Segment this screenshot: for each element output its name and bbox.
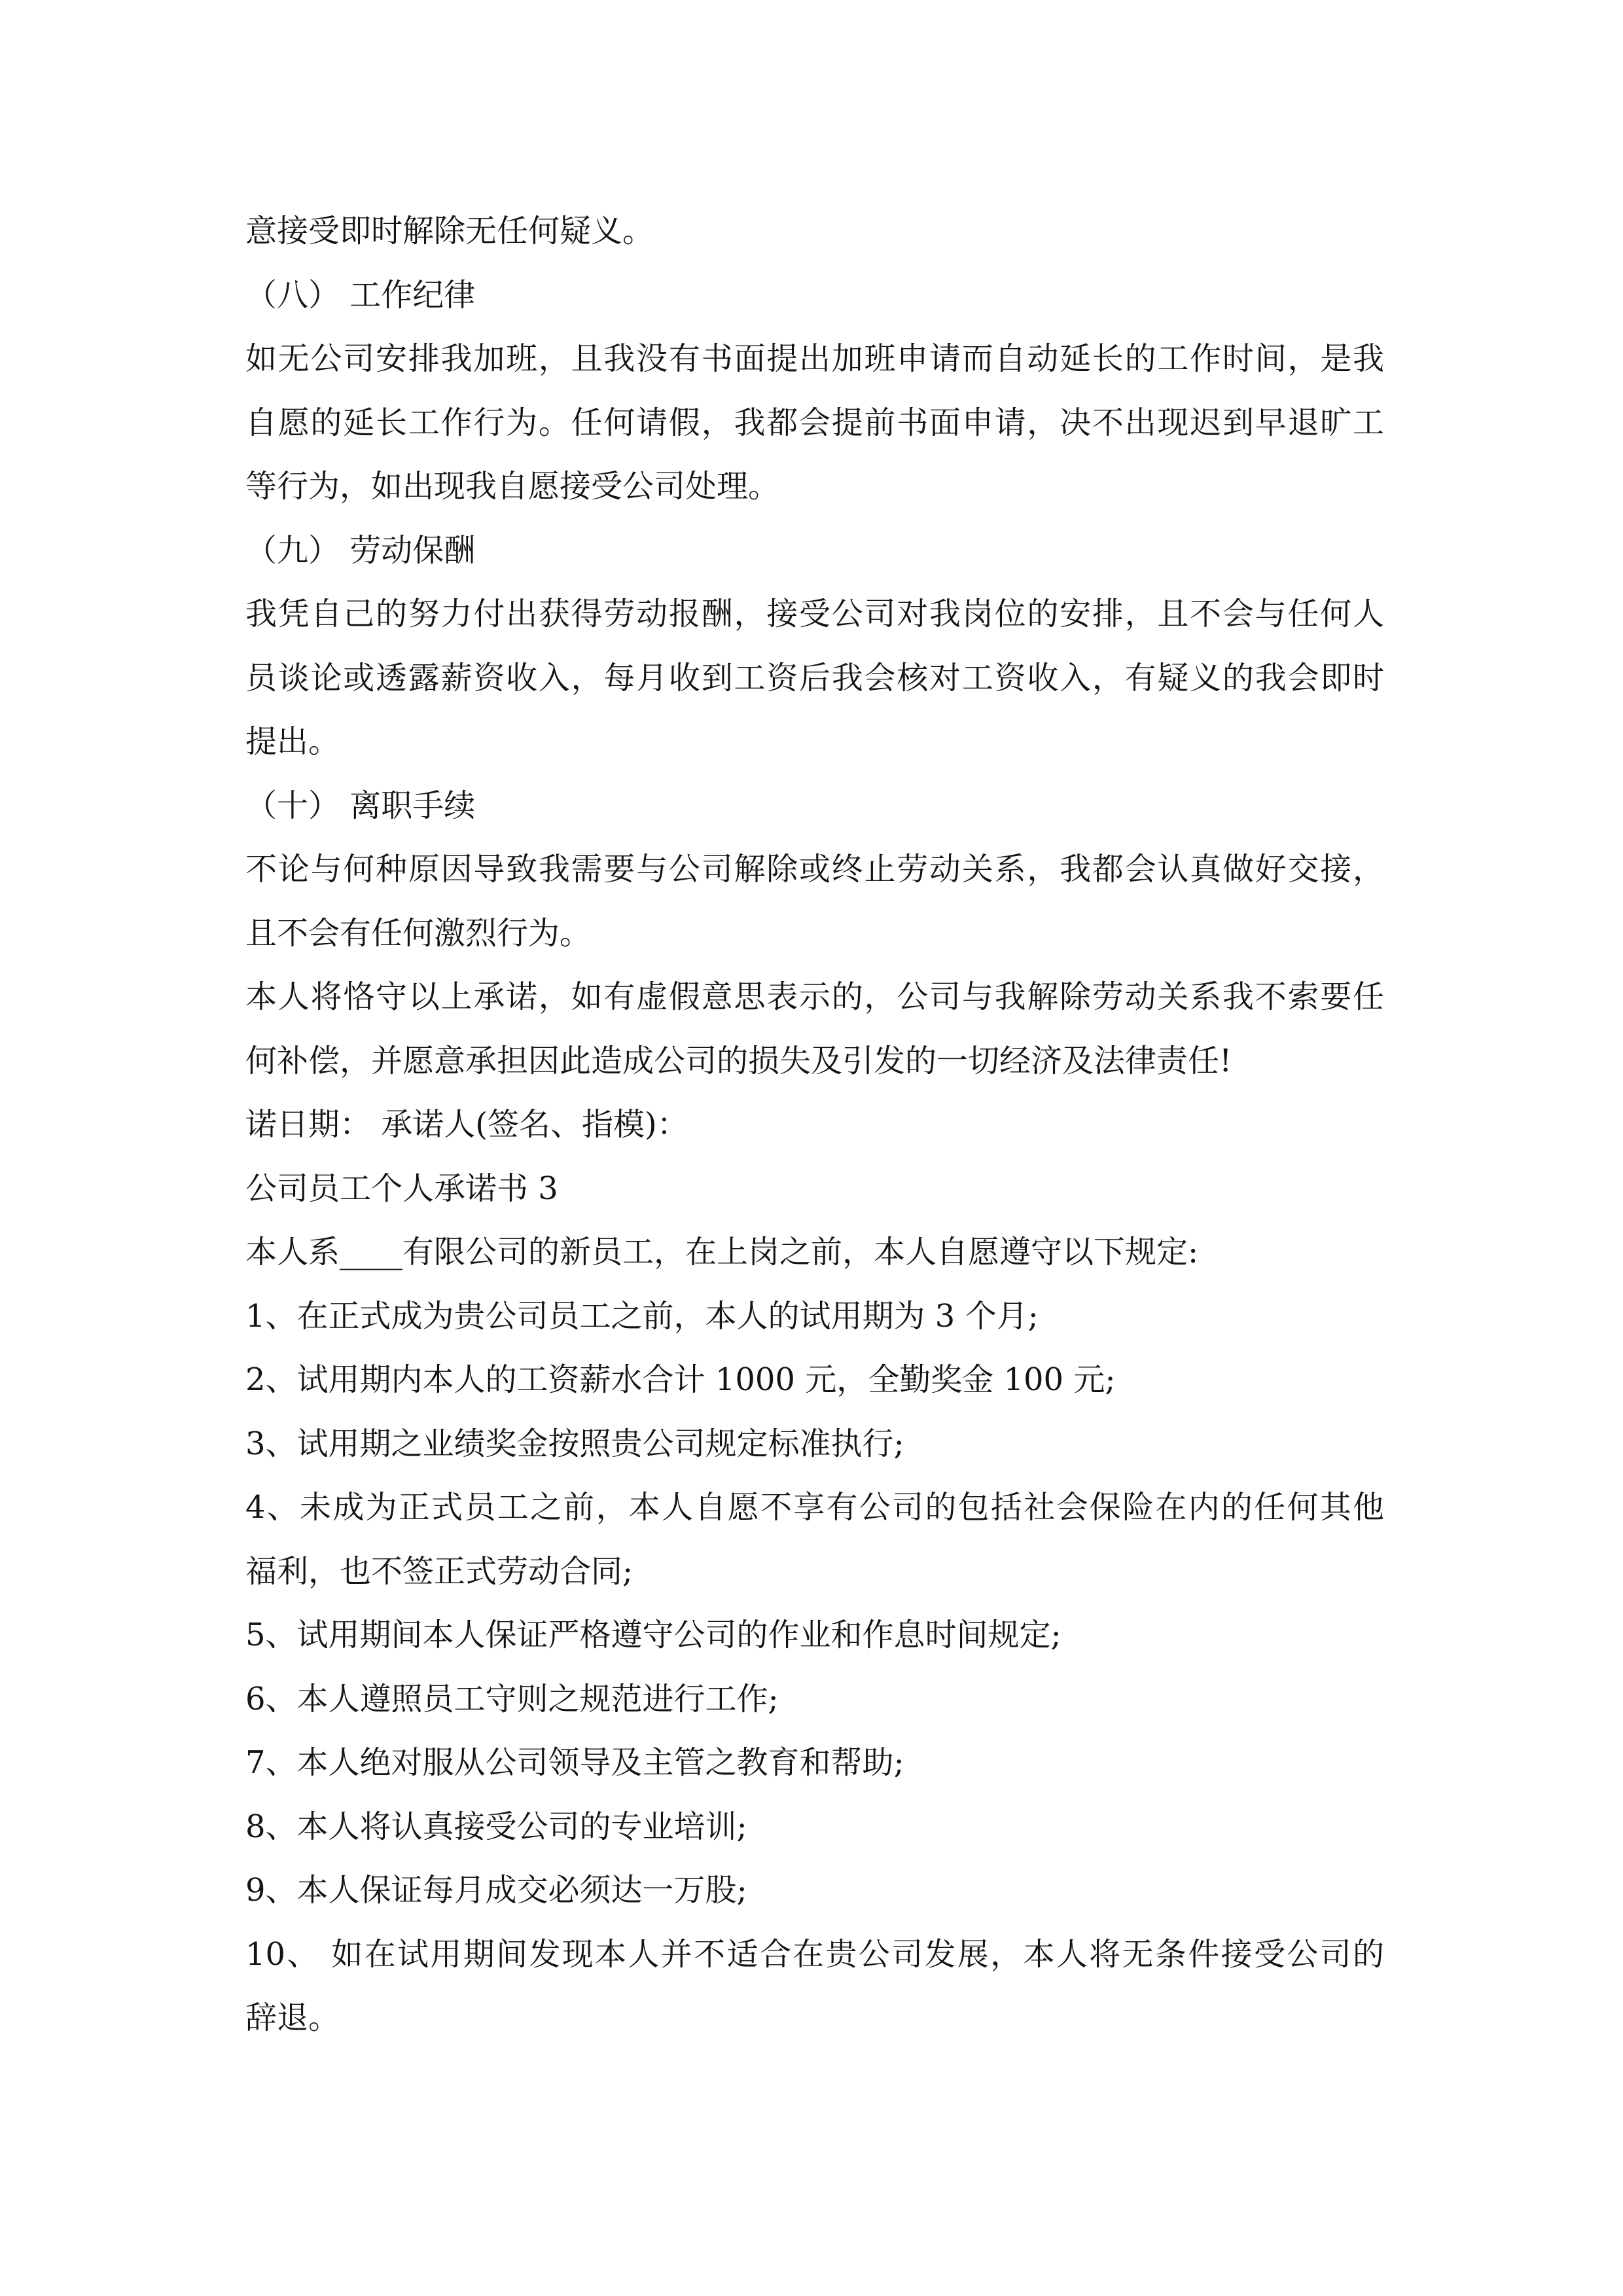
document-body (245, 200, 1384, 2051)
list-item: 4、未成为正式员工之前，本人自愿不享有公司的包括社会保险在内的任何其他 (245, 1489, 1384, 1526)
text-line: 自愿的延长工作行为。任何请假，我都会提前书面申请，决不出现迟到早退旷工 (245, 404, 1384, 441)
list-item-continued: 福利，也不签正式劳动合同; (245, 1552, 633, 1590)
list-item: 7、本人绝对服从公司领导及主管之教育和帮助; (245, 1744, 904, 1781)
section-heading-8: （八） 工作纪律 (245, 276, 476, 314)
list-item: 5、试用期间本人保证严格遵守公司的作业和作息时间规定; (245, 1617, 1061, 1653)
list-item: 10、 如在试用期间发现本人并不适合在贵公司发展，本人将无条件接受公司的 (245, 1935, 1384, 1973)
signature-line: 诺日期： 承诺人(签名、指模)： (245, 1106, 688, 1143)
section-heading-9: （九） 劳动保酬 (245, 531, 476, 569)
list-item: 6、本人遵照员工守则之规范进行工作; (245, 1680, 779, 1717)
list-item-continued: 辞退。 (245, 2000, 340, 2036)
text-line: 员谈论或透露薪资收入，每月收到工资后我会核对工资收入，有疑义的我会即时 (245, 659, 1384, 696)
text-line: 本人系____有限公司的新员工，在上岗之前，本人自愿遵守以下规定: (245, 1234, 1199, 1270)
text-line: 如无公司安排我加班，且我没有书面提出加班申请而自动延长的工作时间，是我 (245, 340, 1384, 377)
list-item: 1、在正式成为贵公司员工之前，本人的试用期为 3 个月; (245, 1297, 1039, 1335)
text-line: 且不会有任何激烈行为。 (245, 914, 592, 952)
text-line: 等行为，如出现我自愿接受公司处理。 (245, 468, 780, 505)
text-line: 何补偿，并愿意承担因此造成公司的损失及引发的一切经济及法律责任! (245, 1042, 1232, 1079)
section-heading-10: （十） 离职手续 (245, 787, 476, 824)
list-item: 3、试用期之业绩奖金按照贵公司规定标准执行; (245, 1425, 904, 1462)
text-line: 提出。 (245, 723, 340, 760)
text-line: 本人将恪守以上承诺，如有虚假意思表示的，公司与我解除劳动关系我不索要任 (245, 978, 1384, 1015)
list-item: 9、本人保证每月成交必须达一万股; (245, 1872, 747, 1909)
text-line: 不论与何种原因导致我需要与公司解除或终止劳动关系，我都会认真做好交接， (245, 851, 1384, 888)
text-line: 意接受即时解除无任何疑义。 (245, 213, 654, 249)
list-item: 8、本人将认真接受公司的专业培训; (245, 1808, 747, 1845)
document-title-3: 公司员工个人承诺书 3 (245, 1170, 558, 1207)
text-line: 我凭自己的努力付出获得劳动报酬，接受公司对我岗位的安排，且不会与任何人 (245, 596, 1384, 632)
list-item: 2、试用期内本人的工资薪水合计 1000 元，全勤奖金 100 元; (245, 1361, 1116, 1398)
